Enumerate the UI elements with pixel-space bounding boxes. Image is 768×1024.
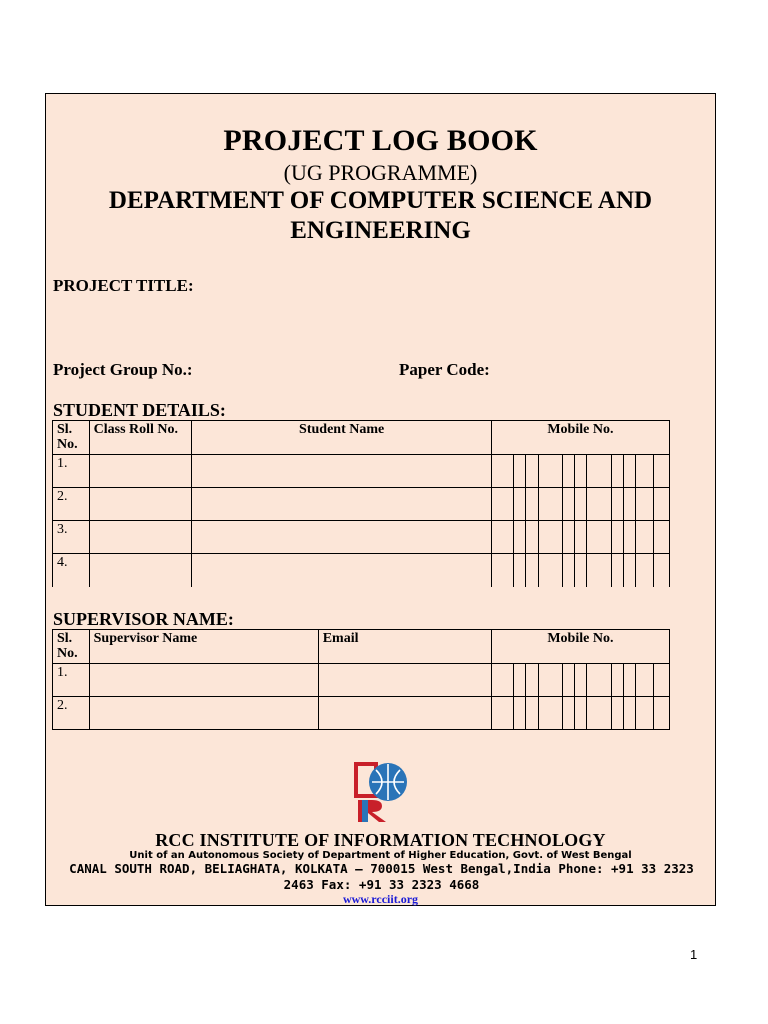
student-name-cell[interactable] (192, 455, 491, 488)
mobile-digit-cell[interactable] (563, 697, 575, 730)
mobile-digit-cell[interactable] (538, 697, 562, 730)
programme-subtitle: (UG PROGRAMME) (283, 160, 478, 185)
mobile-digit-cell[interactable] (526, 521, 538, 554)
mobile-digit-cell[interactable] (636, 488, 653, 521)
mobile-digit-cell[interactable] (575, 697, 587, 730)
mobile-digit-cell[interactable] (526, 664, 538, 697)
class-roll-cell[interactable] (89, 488, 192, 521)
column-header-email: Email (318, 630, 491, 664)
mobile-digit-cell[interactable] (526, 554, 538, 587)
mobile-digit-cell[interactable] (538, 521, 562, 554)
mobile-digit-cell[interactable] (514, 488, 526, 521)
mobile-digit-cell[interactable] (491, 488, 513, 521)
mobile-digit-cell[interactable] (514, 664, 526, 697)
mobile-digit-cell[interactable] (538, 554, 562, 587)
mobile-digit-cell[interactable] (587, 455, 611, 488)
mobile-digit-cell[interactable] (514, 697, 526, 730)
mobile-digit-cell[interactable] (653, 664, 669, 697)
student-name-cell[interactable] (192, 521, 491, 554)
mobile-digit-cell[interactable] (636, 664, 653, 697)
mobile-digit-cell[interactable] (653, 455, 669, 488)
email-cell[interactable] (318, 697, 491, 730)
table-row (53, 455, 670, 488)
mobile-digit-cell[interactable] (491, 664, 513, 697)
mobile-digit-cell[interactable] (526, 697, 538, 730)
mobile-digit-cell[interactable] (636, 697, 653, 730)
class-roll-cell[interactable] (89, 455, 192, 488)
student-details-table (52, 420, 670, 587)
student-name-cell[interactable] (192, 488, 491, 521)
mobile-digit-cell[interactable] (575, 554, 587, 587)
cover-page (45, 93, 716, 906)
paper-code-label: Paper Code: (399, 360, 490, 379)
mobile-digit-cell[interactable] (538, 455, 562, 488)
mobile-digit-cell[interactable] (624, 455, 636, 488)
mobile-digit-cell[interactable] (653, 554, 669, 587)
column-header-sl-no: Sl. No. (53, 630, 90, 664)
logo-letter-i (362, 800, 368, 822)
department-title (46, 186, 715, 246)
institute-name: RCC INSTITUTE OF INFORMATION TECHNOLOGY (155, 830, 606, 850)
project-title-label: PROJECT TITLE: (53, 276, 194, 295)
mobile-digit-cell[interactable] (563, 521, 575, 554)
table-row (53, 664, 670, 697)
mobile-digit-cell[interactable] (587, 521, 611, 554)
student-name-cell[interactable] (192, 554, 491, 587)
institute-logo (352, 760, 410, 824)
mobile-digit-cell[interactable] (611, 455, 623, 488)
mobile-digit-cell[interactable] (575, 455, 587, 488)
row-serial: 2. (53, 488, 90, 521)
document-title: PROJECT LOG BOOK (223, 124, 538, 157)
mobile-digit-cell[interactable] (514, 554, 526, 587)
mobile-digit-cell[interactable] (491, 697, 513, 730)
mobile-digit-cell[interactable] (575, 521, 587, 554)
column-header-sl-no: Sl. No. (53, 421, 90, 455)
table-row (53, 554, 670, 587)
row-serial: 2. (53, 697, 90, 730)
page-number: 1 (690, 947, 698, 962)
table-header-row (53, 421, 670, 455)
mobile-digit-cell[interactable] (563, 455, 575, 488)
email-cell[interactable] (318, 664, 491, 697)
mobile-digit-cell[interactable] (563, 554, 575, 587)
mobile-digit-cell[interactable] (624, 521, 636, 554)
table-row (53, 488, 670, 521)
column-header-supervisor-name: Supervisor Name (89, 630, 318, 664)
row-serial: 3. (53, 521, 90, 554)
column-header-class-roll: Class Roll No. (89, 421, 192, 455)
row-serial: 1. (53, 455, 90, 488)
department-line-2: ENGINEERING (290, 217, 471, 244)
mobile-digit-cell[interactable] (636, 554, 653, 587)
mobile-digit-cell[interactable] (624, 554, 636, 587)
mobile-digit-cell[interactable] (514, 521, 526, 554)
row-serial: 1. (53, 664, 90, 697)
mobile-digit-cell[interactable] (653, 697, 669, 730)
institute-address: CANAL SOUTH ROAD, BELIAGHATA, KOLKATA – 700015 West Bengal,India Phone: +91 33 2323 2463 Fax: +91 33 2323 4668 (69, 861, 694, 892)
mobile-digit-cell[interactable] (587, 664, 611, 697)
column-header-mobile: Mobile No. (491, 421, 669, 455)
mobile-digit-cell[interactable] (611, 664, 623, 697)
mobile-digit-cell[interactable] (636, 455, 653, 488)
supervisor-table (52, 629, 670, 730)
mobile-digit-cell[interactable] (491, 455, 513, 488)
mobile-digit-cell[interactable] (611, 488, 623, 521)
mobile-digit-cell[interactable] (491, 521, 513, 554)
department-line-1: DEPARTMENT OF COMPUTER SCIENCE AND (108, 187, 653, 214)
mobile-digit-cell[interactable] (514, 455, 526, 488)
mobile-digit-cell[interactable] (575, 664, 587, 697)
mobile-digit-cell[interactable] (526, 488, 538, 521)
class-roll-cell[interactable] (89, 554, 192, 587)
mobile-digit-cell[interactable] (653, 488, 669, 521)
mobile-digit-cell[interactable] (636, 521, 653, 554)
table-header-row (53, 630, 670, 664)
mobile-digit-cell[interactable] (575, 488, 587, 521)
mobile-digit-cell[interactable] (611, 554, 623, 587)
mobile-digit-cell[interactable] (624, 664, 636, 697)
supervisor-name-cell[interactable] (89, 697, 318, 730)
supervisor-heading: SUPERVISOR NAME: (53, 609, 234, 629)
mobile-digit-cell[interactable] (563, 664, 575, 697)
mobile-digit-cell[interactable] (587, 554, 611, 587)
table-row (53, 521, 670, 554)
column-header-mobile: Mobile No. (491, 630, 669, 664)
institute-subtitle: Unit of an Autonomous Society of Department of Higher Education, Govt. of West Bengal (129, 850, 632, 861)
mobile-digit-cell[interactable] (587, 697, 611, 730)
table-row (53, 697, 670, 730)
institute-website-link[interactable]: www.rcciit.org (342, 892, 419, 906)
mobile-digit-cell[interactable] (538, 488, 562, 521)
mobile-digit-cell[interactable] (624, 488, 636, 521)
mobile-digit-cell[interactable] (611, 521, 623, 554)
project-group-label: Project Group No.: (53, 360, 193, 379)
mobile-digit-cell[interactable] (587, 488, 611, 521)
mobile-digit-cell[interactable] (538, 664, 562, 697)
mobile-digit-cell[interactable] (563, 488, 575, 521)
mobile-digit-cell[interactable] (491, 554, 513, 587)
column-header-student-name: Student Name (192, 421, 491, 455)
mobile-digit-cell[interactable] (526, 455, 538, 488)
mobile-digit-cell[interactable] (653, 521, 669, 554)
mobile-digit-cell[interactable] (624, 697, 636, 730)
row-serial: 4. (53, 554, 90, 587)
mobile-digit-cell[interactable] (611, 697, 623, 730)
class-roll-cell[interactable] (89, 521, 192, 554)
student-details-heading: STUDENT DETAILS: (53, 400, 226, 420)
supervisor-name-cell[interactable] (89, 664, 318, 697)
